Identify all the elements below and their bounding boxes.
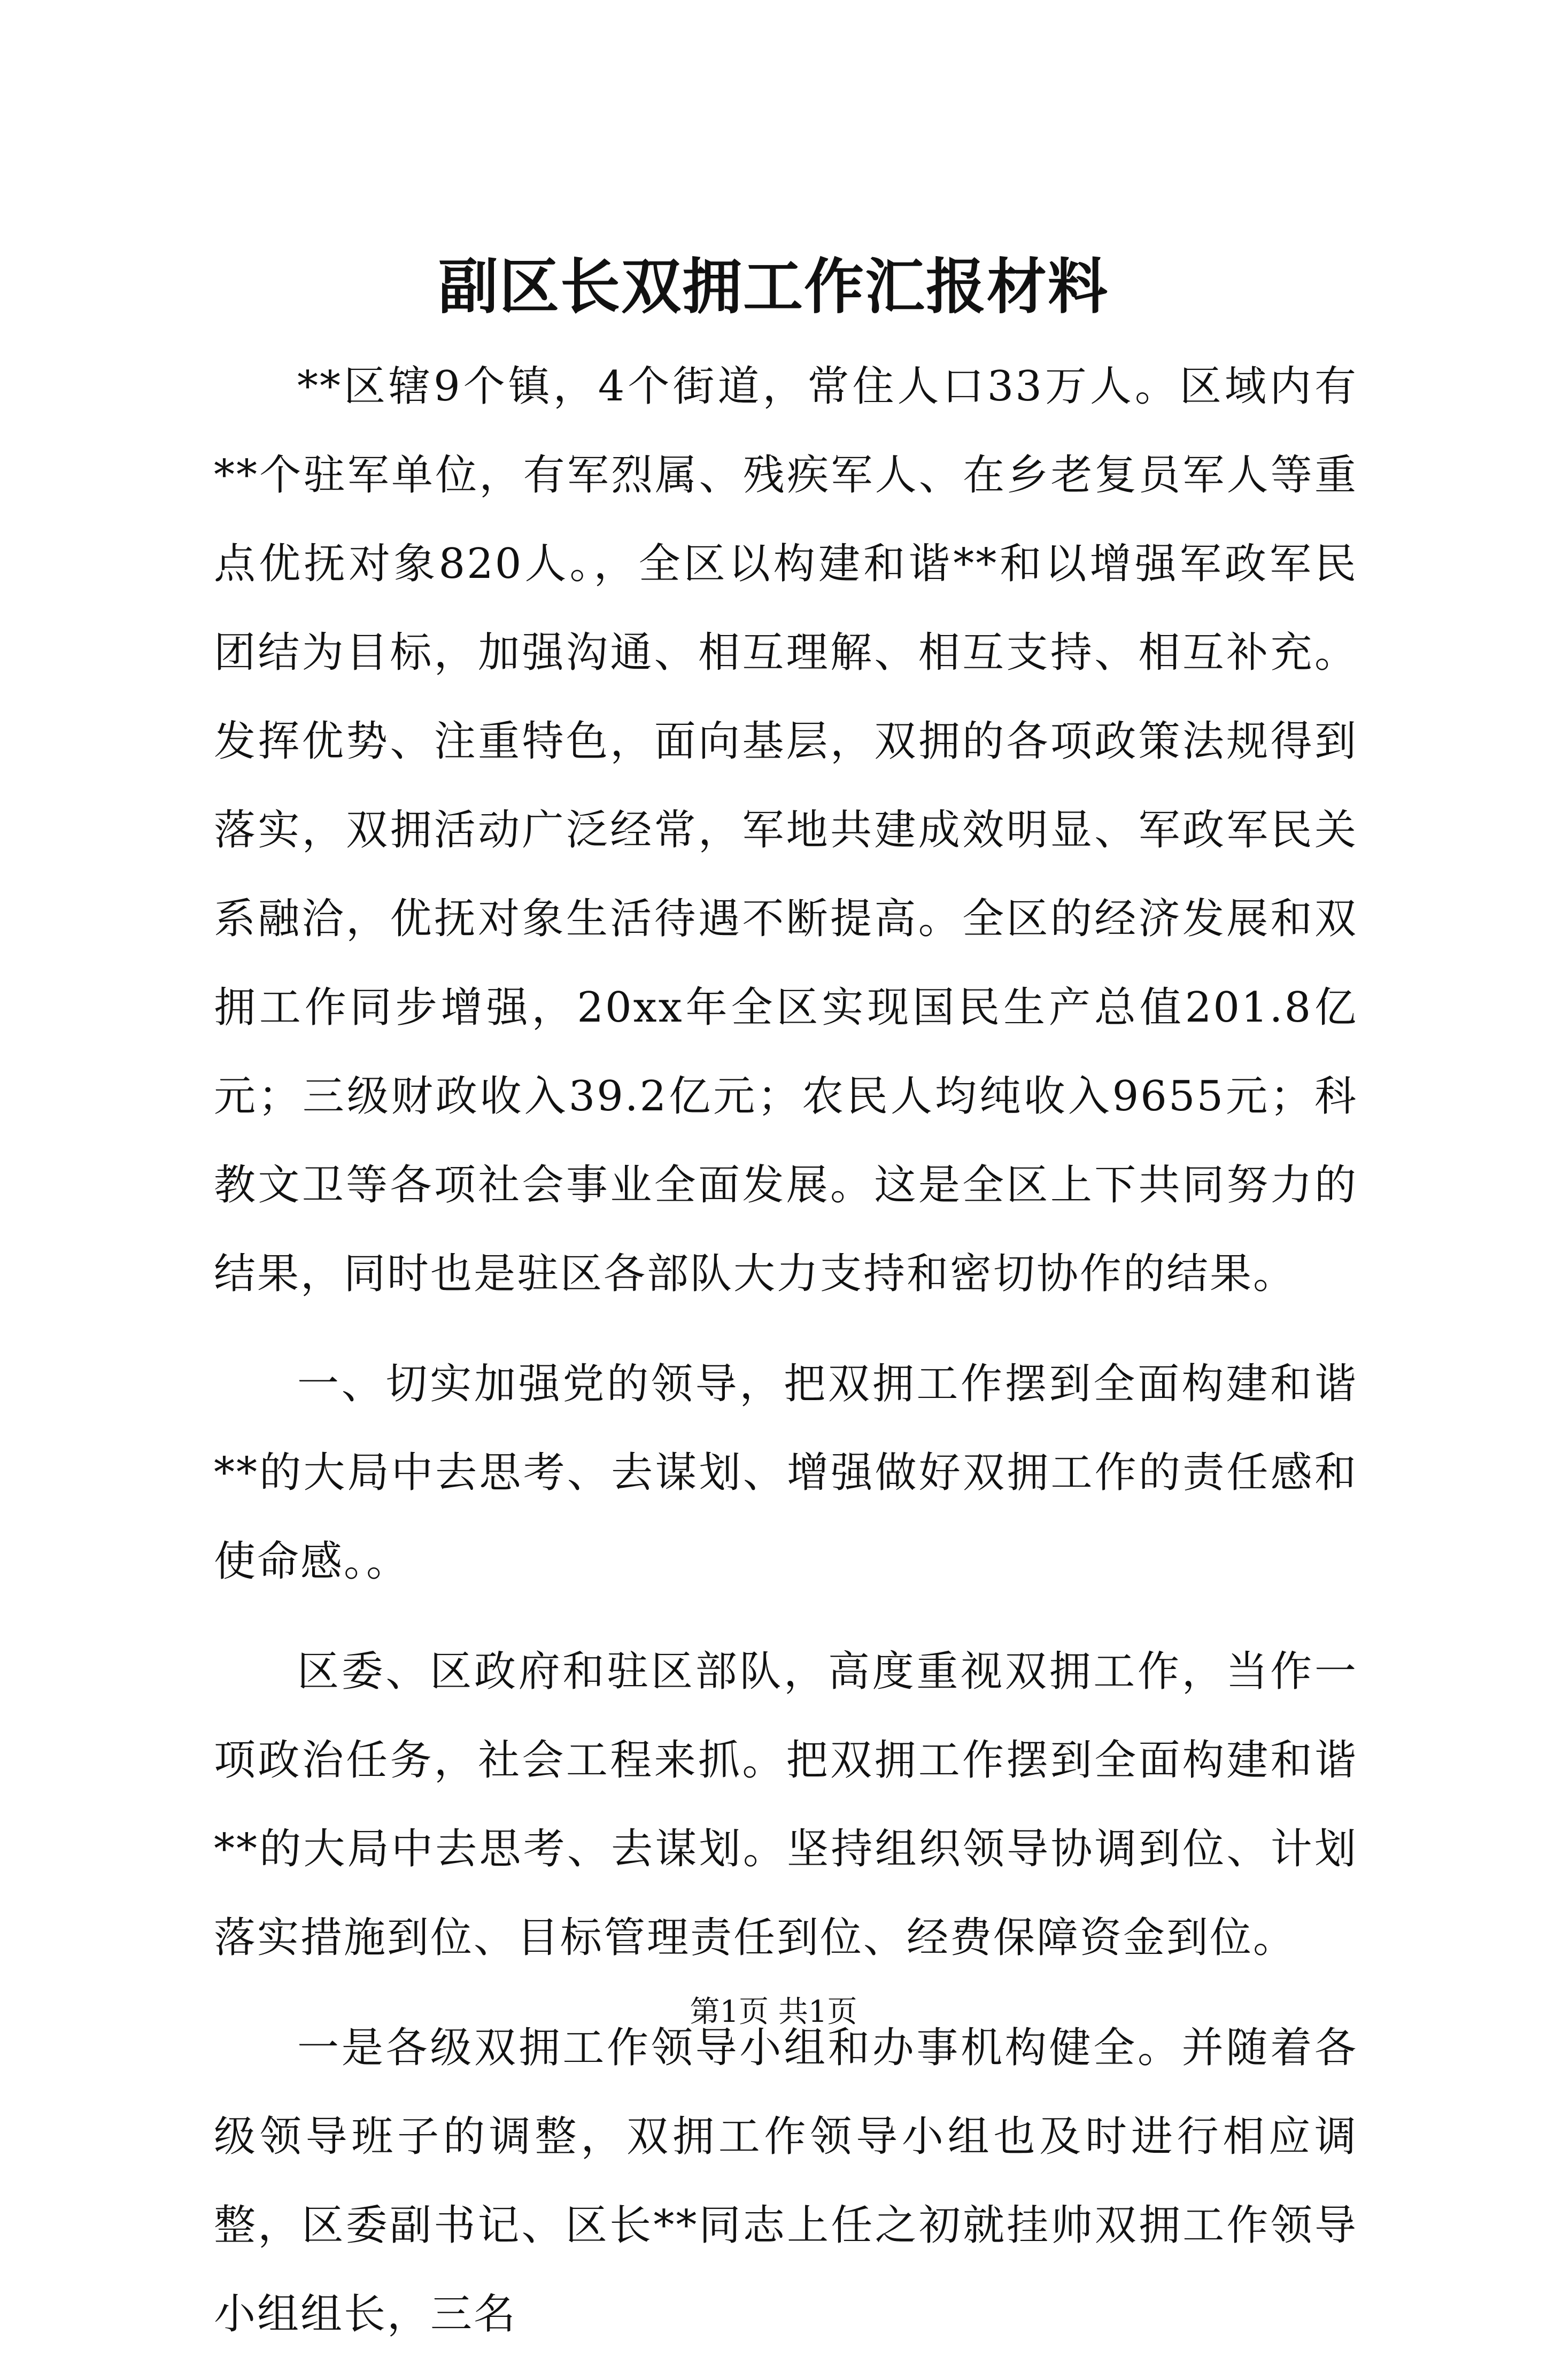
paragraph: 区委、区政府和驻区部队，高度重视双拥工作，当作一项政治任务，社会工程来抓。把双拥工作摆到全面构建和谐**的大局中去思考、去谋划。坚持组织领导协调到位、计划落实措施到位、目标管理责任到位、经费保障资金到位。	[214, 1648, 1358, 1962]
document-title: 副区长双拥工作汇报材料	[438, 252, 1109, 322]
document-body	[214, 342, 1358, 2380]
paragraph: 一是各级双拥工作领导小组和办事机构健全。并随着各级领导班子的调整，双拥工作领导小组也及时进行相应调整，区委副书记、区长**同志上任之初就挂帅双拥工作领导小组组长，三名	[214, 2024, 1358, 2338]
page-footer: 第1页 共1页	[690, 1995, 857, 2029]
paragraph: **区辖9个镇，4个街道，常住人口33万人。区域内有**个驻军单位，有军烈属、残疾军人、在乡老复员军人等重点优抚对象820人。，全区以构建和谐**和以增强军政军民团结为目标，加强沟通、相互理解、相互支持、相互补充。发挥优势、注重特色，面向基层，双拥的各项政策法规得到落实，双拥活动广泛经常，军地共建成效明显、军政军民关系融洽，优抚对象生活待遇不断提高。全区的经济发展和双拥工作同步增强，20xx年全区实现国民生产总值201.8亿元；三级财政收入39.2亿元；农民人均纯收入9655元；科教文卫等各项社会事业全面发展。这是全区上下共同努力的结果，同时也是驻区各部队大力支持和密切协作的结果。	[214, 362, 1358, 1298]
paragraph: 一、切实加强党的领导，把双拥工作摆到全面构建和谐**的大局中去思考、去谋划、增强做好双拥工作的责任感和使命感。。	[214, 1360, 1358, 1586]
